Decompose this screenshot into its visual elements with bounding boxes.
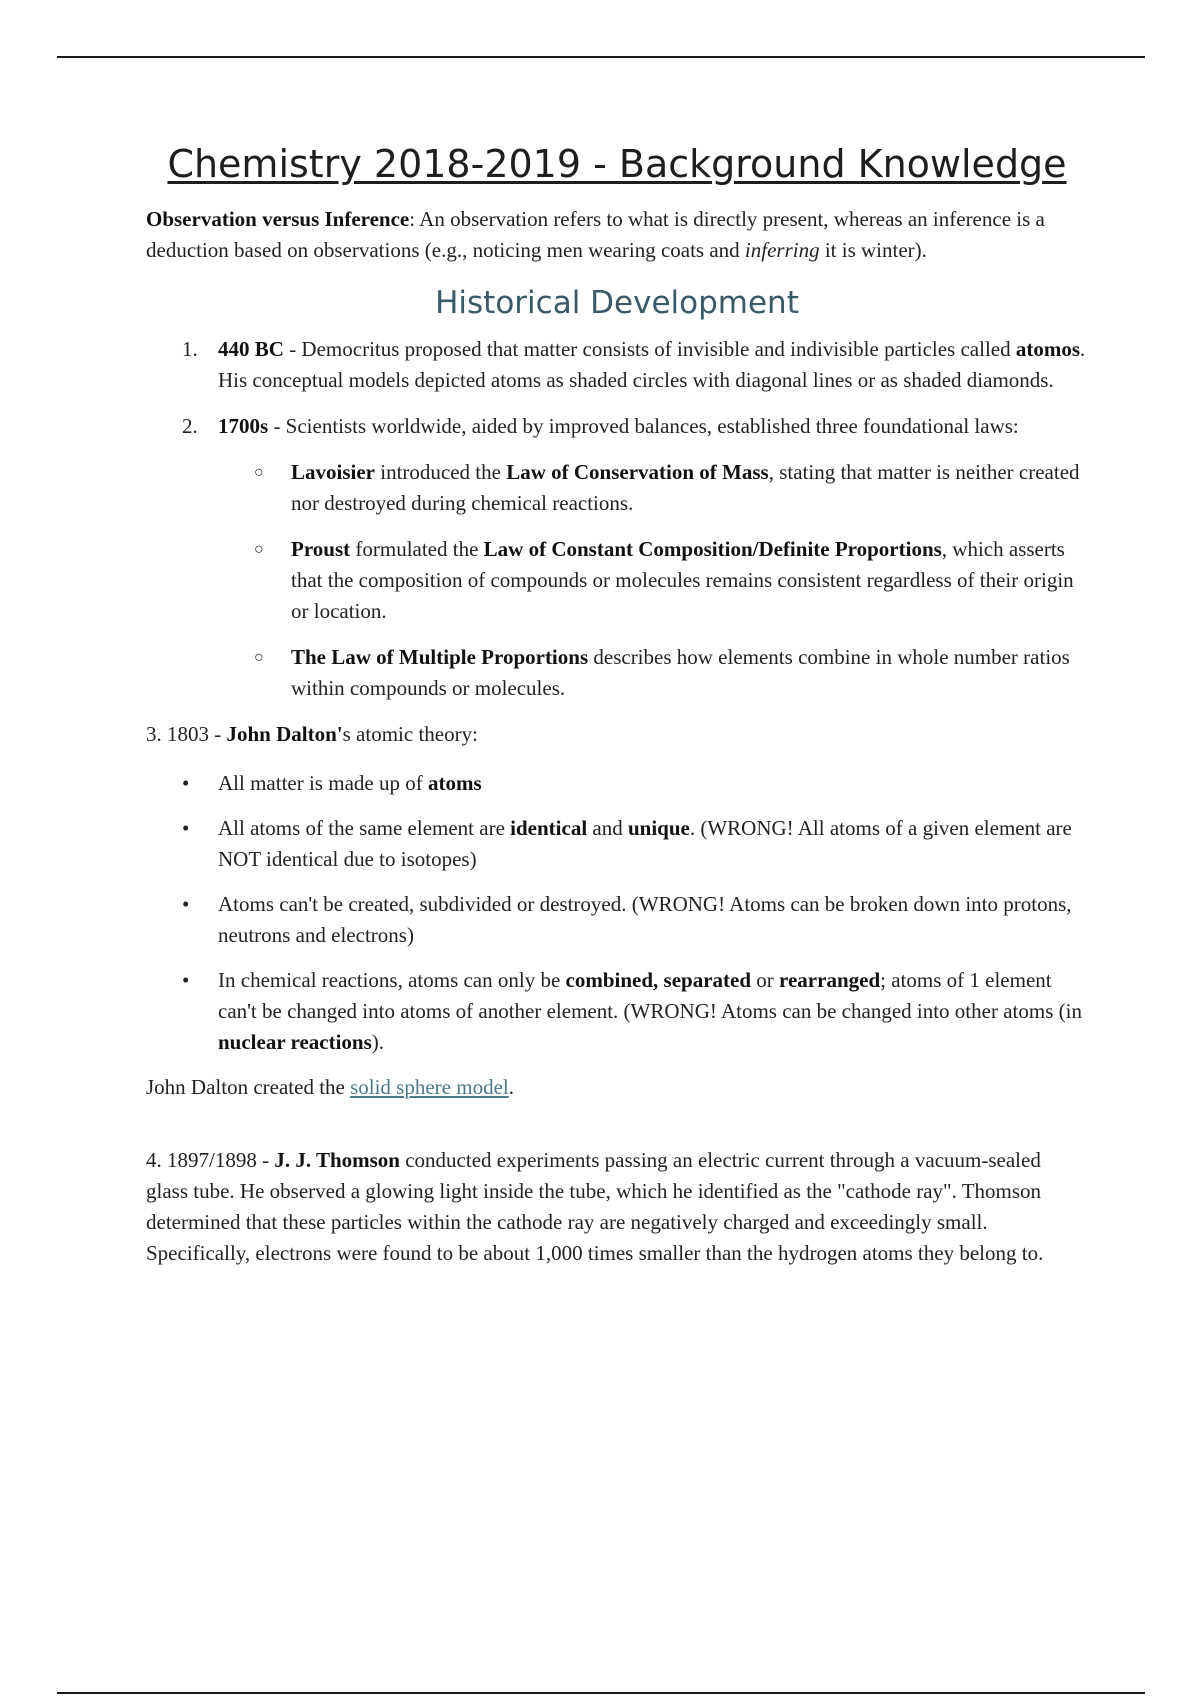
list-number: 2. <box>182 414 198 438</box>
intro-italic: inferring <box>744 238 820 262</box>
law-item-multiple-proportions: ○ The Law of Multiple Proportions describes how elements combine in whole number ratios within compounds or molecules. <box>146 642 1088 704</box>
top-rule <box>57 56 1145 58</box>
spacer <box>146 1103 1088 1145</box>
circle-bullet-icon: ○ <box>254 464 264 481</box>
list-item-democritus: 1. 440 BC - Democritus proposed that matter consists of invisible and indivisible particles called atomos. His conceptual models depicted atoms as shaded circles with diagonal lines or as shaded diamonds. <box>146 334 1088 396</box>
document-body <box>146 142 1088 1269</box>
dalton-point-indestructible: • Atoms can't be created, subdivided or destroyed. (WRONG! Atoms can be broken down into protons, neutrons and electrons) <box>146 889 1088 951</box>
dalton-point-identical: • All atoms of the same element are identical and unique. (WRONG! All atoms of a given element are NOT identical due to isotopes) <box>146 813 1088 875</box>
bullet-icon: • <box>182 892 190 916</box>
circle-bullet-icon: ○ <box>254 649 264 666</box>
thomson-paragraph: 4. 1897/1898 - J. J. Thomson conducted experiments passing an electric current through a vacuum-sealed glass tube. He observed a glowing light inside the tube, which he identified as the "cathode ray". Thomson determined that these particles within the cathode ray are negatively charged and exceedingly small. Specifically, electrons were found to be about 1,000 times smaller than the hydrogen atoms they belong to. <box>146 1148 1044 1265</box>
law-item-lavoisier: ○ Lavoisier introduced the Law of Conservation of Mass, stating that matter is neither created nor destroyed during chemical reactions. <box>146 457 1088 519</box>
intro-paragraph: Observation versus Inference: An observation refers to what is directly present, whereas an inference is a deduction based on observations (e.g., noticing men wearing coats and inferring it is winter). <box>146 207 1045 262</box>
dalton-point-matter: • All matter is made up of atoms <box>146 768 1088 799</box>
intro-term: Observation versus Inference <box>146 207 410 231</box>
dalton-model-line: John Dalton created the solid sphere model. <box>146 1075 514 1099</box>
bullet-icon: • <box>182 771 190 795</box>
section-heading: Historical Development <box>435 285 799 321</box>
bullet-icon: • <box>182 968 190 992</box>
page-title: Chemistry 2018-2019 - Background Knowledge <box>167 142 1067 186</box>
solid-sphere-model-link[interactable]: solid sphere model <box>350 1075 509 1099</box>
bullet-icon: • <box>182 816 190 840</box>
dalton-heading: 3. 1803 - John Dalton's atomic theory: <box>146 722 478 746</box>
bottom-rule <box>57 1692 1145 1694</box>
list-item-1700s: 2. 1700s - Scientists worldwide, aided by improved balances, established three foundational laws: <box>146 411 1088 442</box>
list-number: 1. <box>182 337 198 361</box>
law-item-proust: ○ Proust formulated the Law of Constant Composition/Definite Proportions, which asserts that the composition of compounds or molecules remains consistent regardless of their origin or location. <box>146 534 1088 627</box>
dalton-point-reactions: • In chemical reactions, atoms can only be combined, separated or rearranged; atoms of 1 element can't be changed into atoms of another element. (WRONG! Atoms can be changed into other atoms (in nuclear reactions). <box>146 965 1088 1058</box>
circle-bullet-icon: ○ <box>254 541 264 558</box>
